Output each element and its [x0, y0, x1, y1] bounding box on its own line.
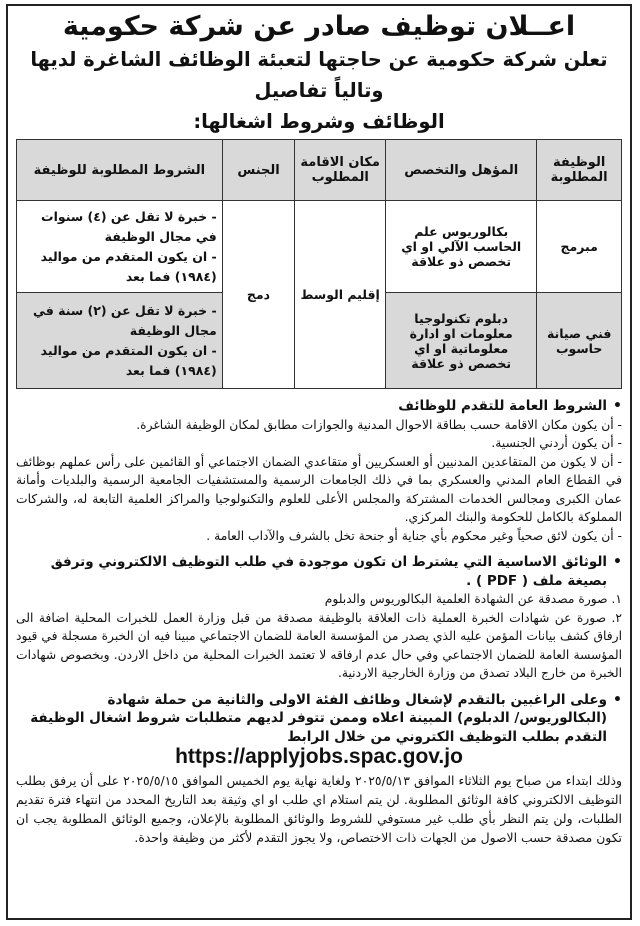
col-header-residence: مكان الاقامة المطلوب — [295, 140, 386, 201]
document-line: ٢. صورة عن شهادات الخبرة العملية ذات العلاقة بالوظيفة مصدقة من قبل وزارة العمل للخبرات المحلية اضافة الى ارفاق كشف بيانات المؤمن عليه الذي يصدر من المؤسسة العامة للضمان الاجتماعي مبينا فيه ان الخبرة مسجلة في قيود المؤسسة العامة للضمان الاجتماعي وفي حال عدم ارفاقه لا تعتمد الخبرات المحلية من داخل الاردن. وبخصوص شهادات الخبرة من خارج البلاد تصدق من وزارة الخارجية الاردنية. — [16, 610, 622, 680]
general-conditions-heading — [16, 397, 622, 416]
apply-heading — [16, 691, 622, 747]
announcement-frame — [6, 4, 632, 920]
qualification-cell: بكالوريوس علم الحاسب الآلي او اي تخصص ذو علاقة — [386, 201, 537, 293]
bullet-icon: • — [613, 554, 622, 570]
condition-line: - خبرة لا تقل عن (٤) سنوات في مجال الوظيفة — [41, 208, 217, 244]
table-row — [17, 201, 622, 293]
jobs-table — [16, 139, 622, 389]
col-header-conditions: الشروط المطلوبة للوظيفة — [17, 140, 223, 201]
apply-section — [16, 691, 622, 767]
job-cell: فني صيانة حاسوب — [537, 293, 622, 389]
apply-heading-text: وعلى الراغبين بالتقدم لإشغال وظائف الفئة الاولى والثانية من حملة شهادة (البكالوريوس/ الدبلوم) المبينة اعلاه وممن تتوفر لديهم متطلبات شروط اشغال الوظيفة التقدم بطلب التوظيف الكتروني من خلال الرابط — [30, 691, 608, 745]
documents-heading-text: الوثائق الاساسية التي يشترط ان تكون موجودة في طلب التوظيف الالكتروني وترفق بصيغة ملف ( PDF ) . — [50, 554, 608, 589]
general-condition-line: - أن يكون لائق صحياً وغير محكوم بأي جناية أو جنحة تخل بالشرف والآداب العامة . — [206, 528, 622, 543]
col-header-job: الوظيفة المطلوبة — [537, 140, 622, 201]
jobs-table-header-row — [17, 140, 622, 201]
announcement-title: اعــلان توظيف صادر عن شركة حكومية — [62, 11, 576, 42]
announcement-subtitle-line1: تعلن شركة حكومية عن حاجتها لتعبئة الوظائف الشاغرة لديها وتالياً تفاصيل — [30, 48, 608, 102]
documents-heading — [16, 553, 622, 590]
general-conditions-section — [16, 397, 622, 545]
general-condition-line: - أن يكون مكان الاقامة حسب بطاقة الاحوال المدنية والجوازات مطابق لمكان الوظيفة الشاغرة. — [136, 417, 622, 432]
condition-line: - خبرة لا تقل عن (٢) سنة في مجال الوظيفة — [32, 302, 217, 338]
announcement-subtitle-line2: الوظائف وشروط اشغالها: — [193, 110, 445, 133]
condition-line: - ان يكون المتقدم من مواليد (١٩٨٤) فما بعد — [40, 342, 217, 378]
general-condition-line: - أن لا يكون من المتقاعدين المدنيين أو العسكريين أو متقاعدي الضمان الاجتماعي أو القائمين على رأس عملهم بوظائف في القطاع العام المدني والعسكري بما في ذلك الجامعات الرسمية والمستشفيات الجامعية الرسمية والبلديات وأمانة عمان الكبرى ومجالس الخدمات المشتركة والمجلس الأعلى للعلوم والتكنولوجيا والمراكز العلمية التابعة له، والشركات المملوكة بالكامل للحكومة والبنك المركزي. — [16, 454, 622, 524]
bullet-icon: • — [613, 691, 622, 708]
conditions-cell — [17, 293, 223, 389]
bullet-icon: • — [613, 398, 622, 414]
qualification-cell: دبلوم تكنولوجيا معلومات او ادارة معلوماتية او اي تخصص ذو علاقة — [386, 293, 537, 389]
job-cell: مبرمج — [537, 201, 622, 293]
documents-section — [16, 553, 622, 683]
condition-line: - ان يكون المتقدم من مواليد (١٩٨٤) فما بعد — [40, 248, 217, 284]
document-line: ١. صورة مصدقة عن الشهادة العلمية البكالوريوس والدبلوم — [324, 592, 622, 606]
gender-cell: دمج — [222, 201, 295, 389]
closing-paragraph: وذلك ابتداء من صباح يوم الثلاثاء الموافق ٢٠٢٥/٥/١٣ ولغاية نهاية يوم الخميس الموافق ٢٠٢٥/٥/١٥ على أن يرفق بطلب التوظيف الالكتروني كافة الوثائق المطلوبة. لن يتم استلام اي طلب او اي وثيقة بعد التاريخ المحدد من انتهاء فترة تقديم الطلبات، ولن يتم النظر بأي طلب غير مستوفي للشروط والوثائق المطلوبة بالإعلان، وجميع الوثائق المطلوبة يجب ان تكون مصدقة حسب الاصول من الجهات ذات الاختصاص، ولا يجوز التقدم لأكثر من وظيفة واحدة. — [16, 772, 622, 845]
general-conditions-heading-text: الشروط العامة للتقدم للوظائف — [398, 398, 608, 414]
conditions-cell — [17, 201, 223, 293]
residence-cell: إقليم الوسط — [295, 201, 386, 389]
col-header-qualification: المؤهل والتخصص — [386, 140, 537, 201]
general-condition-line: - أن يكون أردني الجنسية. — [491, 436, 622, 450]
col-header-gender: الجنس — [222, 140, 295, 201]
apply-url-link[interactable]: https://applyjobs.spac.gov.jo — [175, 745, 463, 768]
